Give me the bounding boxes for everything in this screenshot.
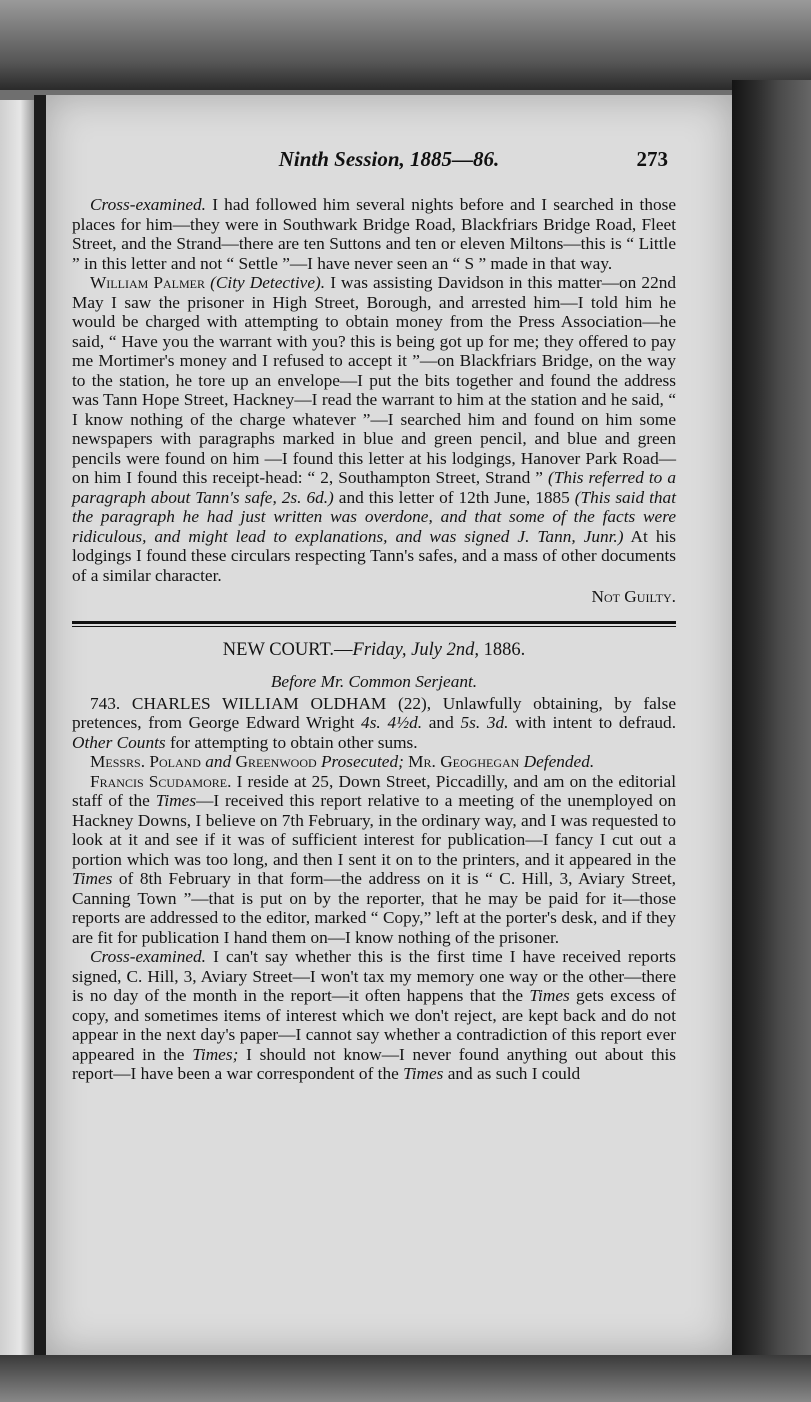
paragraph-text: I should not know—I never found anything out about this report—I have been a war correspondent of the: [72, 1044, 677, 1083]
page-header: [46, 147, 732, 177]
amount: 5s. 3d.: [460, 713, 509, 732]
counsel-defence: Mr. Geoghegan: [403, 752, 520, 771]
paragraph-cross-examination-1: [72, 195, 676, 273]
case-number-name: 743. CHARLES WILLIAM OLDHAM: [90, 693, 387, 713]
other-counts: Other Counts: [72, 732, 166, 752]
case-text: (22), Unlawfully obtaining, by false pretences, from George Edward Wright: [72, 693, 676, 732]
counsel-prosecuted: Prosecuted;: [316, 752, 404, 771]
counsel-line: [72, 752, 676, 772]
newspaper-name: Times: [155, 791, 197, 810]
photo-background-top: [0, 0, 811, 90]
before-judge: Before Mr. Common Serjeant.: [270, 672, 478, 691]
counsel-greenwood: Greenwood: [235, 752, 317, 771]
book-gutter: [34, 95, 46, 1365]
counsel-prosecution: Messrs. Poland: [90, 752, 201, 771]
facing-page-edge: [0, 100, 34, 1355]
book-page: [46, 95, 732, 1355]
paragraph-text: gets excess of copy, and sometimes items of interest which we don't reject, are kept back and do not appear in the next day's paper—I cannot say whether a contradiction of this report ever appeared in the: [72, 986, 676, 1064]
court-date: Friday, July 2nd,: [352, 639, 479, 660]
divider-rule-thick: [72, 621, 676, 624]
case-heading: [72, 694, 676, 753]
paragraph-text: and as such I could: [443, 1064, 581, 1083]
paragraph-text: and this letter of 12th June, 1885: [333, 487, 575, 507]
verdict: Not Guilty.: [591, 587, 676, 606]
paragraph-cross-examination-2: [72, 947, 676, 1084]
amount: 4s. 4½d.: [361, 713, 423, 732]
page-number: 273: [636, 147, 668, 171]
newspaper-name: Times: [72, 869, 113, 888]
cross-examined-label: Cross-examined.: [90, 947, 206, 966]
page-body: [72, 195, 676, 1084]
paragraph-text: I can't say whether this is the first time I have received reports signed, C. Hill, 3, Aviary Street—I won't tax my memory one way or the other—there is no day of the month in the report—it often happens that the: [72, 947, 676, 1005]
counsel-defended: Defended.: [519, 752, 595, 771]
witness-name: Francis Scudamore.: [90, 771, 232, 791]
counsel-and: and: [200, 752, 236, 771]
newspaper-name: Times;: [192, 1044, 239, 1064]
paragraph-scudamore-testimony: [72, 772, 676, 948]
photo-background-bottom: [0, 1355, 811, 1402]
court-heading: [72, 641, 676, 661]
paragraph-text: I reside at 25, Down Street, Piccadilly, and am on the editorial staff of the: [72, 771, 676, 810]
running-title: Ninth Session, 1885—86.: [278, 147, 500, 171]
section-divider: [72, 621, 676, 627]
paragraph-text: I had followed him several nights before and I searched in those places for him—they were in Southwark Bridge Road, Blackfriars Bridge Road, Fleet Street, and the Strand—there are ten Suttons and ten or eleven Miltons—this is “ Little ” in this letter and not “ Settle ”—I have never seen an “ S ” made in that way.: [72, 195, 676, 273]
case-text: for attempting to obtain other sums.: [165, 732, 418, 752]
editorial-note: (This said that the paragraph he had just written was overdone, and that some of the facts were ridiculous, and might lead to explanations, and was signed J. Tann, Junr.): [72, 487, 676, 546]
witness-role: (City Detective).: [205, 273, 326, 292]
cross-examined-label: Cross-examined.: [90, 195, 206, 214]
paragraph-palmer-testimony: [72, 273, 676, 585]
paragraph-text: —I received this report relative to a meeting of the unemployed on Hackney Downs, I believe on 7th February, in the ordinary way, and I was requested to look at it and see if it was of sufficient interest for publication—I fancy I cut out a portion which was too long, and then I sent it on to the printers, and it appeared in the: [72, 791, 676, 869]
paragraph-text: of 8th February in that form—the address on it is “ C. Hill, 3, Aviary Street, Canning Town ”—that is put on by the reporter, that he may be paid for it—those reports are addressed to the editor, marked “ Copy,” left at the porter's desk, and if they are fit for publication I hand them on—I know nothing of the prisoner.: [72, 869, 676, 947]
witness-name: William Palmer: [90, 273, 206, 292]
divider-rule-thin: [72, 626, 676, 627]
court-name: NEW COURT.—: [222, 639, 353, 660]
paragraph-text: At his lodgings I found these circulars respecting Tann's safes, and a mass of other documents of a similar character.: [72, 526, 676, 585]
newspaper-name: Times: [529, 986, 570, 1005]
case-text: and: [422, 713, 461, 732]
editorial-note: (This referred to a paragraph about Tann's safe, 2s. 6d.): [72, 468, 676, 507]
newspaper-name: Times: [403, 1064, 444, 1083]
court-year: 1886.: [478, 639, 526, 660]
paragraph-text: I was assisting Davidson in this matter—on 22nd May I saw the prisoner in High Street, Borough, and arrested him—I told him he would be charged with attempting to obtain money from the Press Association—he said, “ Have you the warrant with you? this is being got up for me; they offered to pay me Mortimer's money and I refused to accept it ”—on Blackfriars Bridge, on the way to the station, he tore up an envelope—I put the bits together and found the address was Tann Hope Street, Hackney—I read the warrant to him at the station and he said, “ I know nothing of the charge whatever ”—I searched him and found on him some newspapers with paragraphs marked in blue and green pencil, and blue and green pencils were found on him —I found this letter at his lodgings, Hanover Park Road—on him I found this receipt-head: “ 2, Southampton Street, Strand ”: [72, 273, 676, 487]
case-text: with intent to defraud.: [508, 713, 677, 732]
photo-background-right: [732, 80, 811, 1402]
